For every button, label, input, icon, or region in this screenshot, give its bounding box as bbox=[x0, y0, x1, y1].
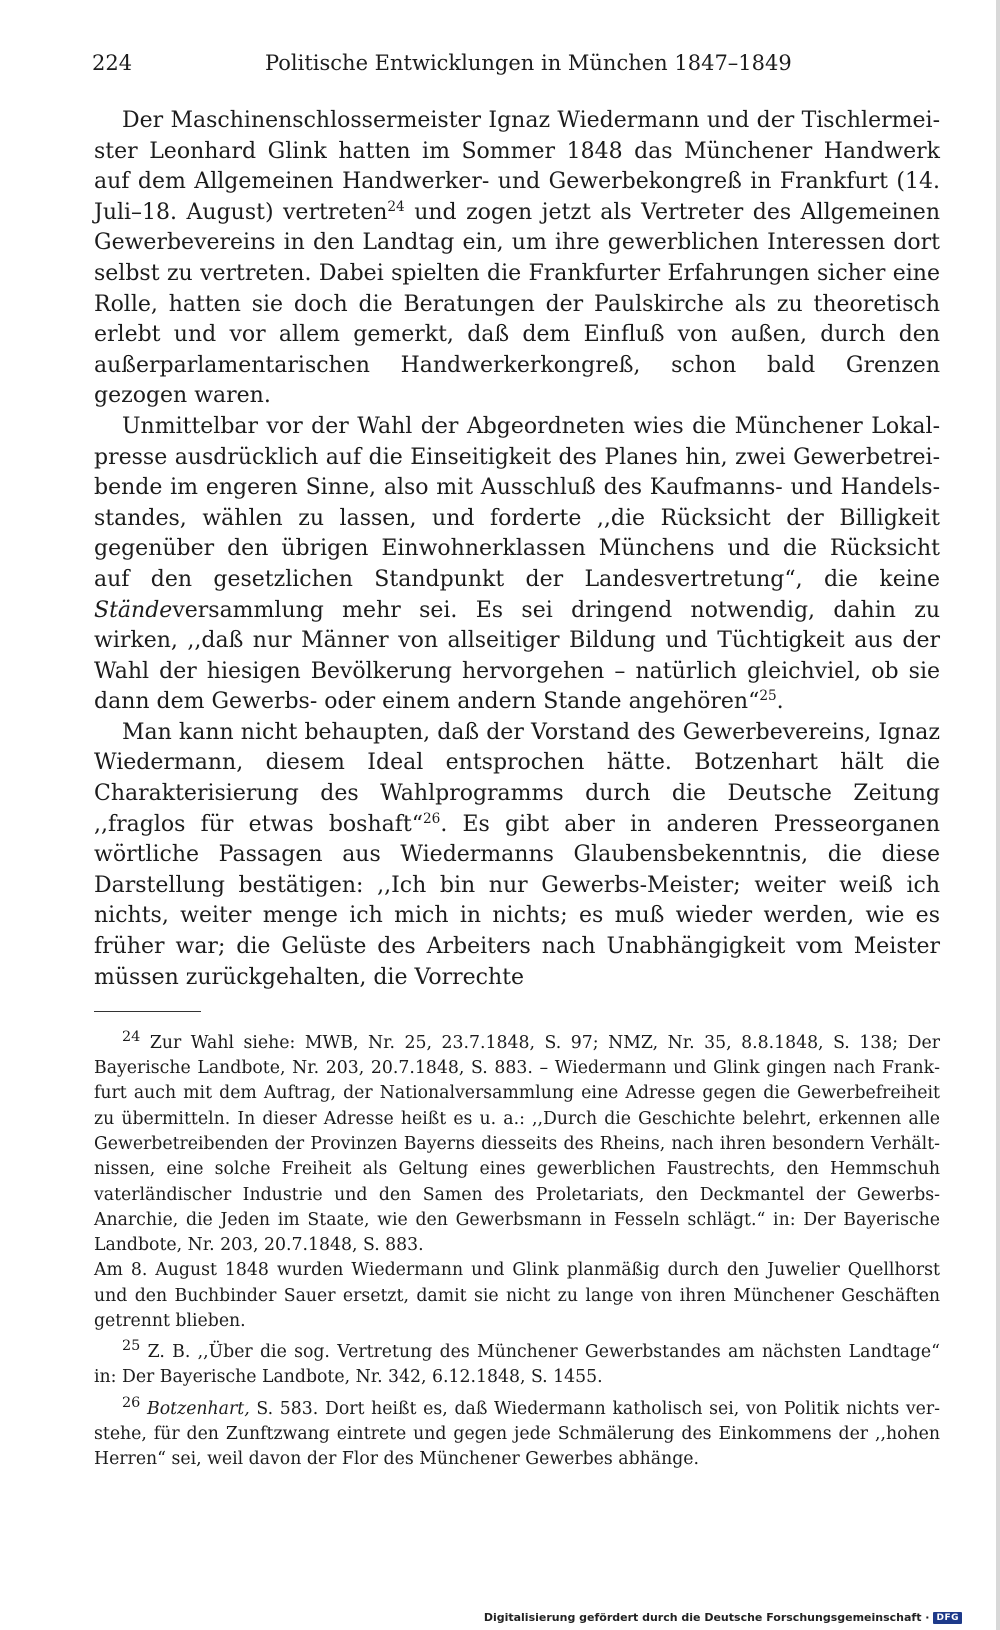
footnote-24-continuation: Am 8. August 1848 wurden Wiedermann und Glink planmäßig durch den Juwelier Quellhorst und den Buchbinder Sauer ersetzt, damit sie nicht zu lange von ihren Münchener Geschäften getrennt blieben. bbox=[94, 1260, 940, 1332]
paragraph-text: Unmittelbar vor der Wahl der Abgeordneten wies die Münchener Lokalpresse ausdrücklich auf die Einseitigkeit des Planes hin, zwei Gewerbetreibende im engeren Sinne, also mit Ausschluß des Kaufmanns- und Handelsstandes, wählen zu lassen, und forderte ,,die Rücksicht der Billigkeit gegenüber den übrigen Einwohnerklassen Münchens und die Rücksicht auf den gesetzlichen Standpunkt der Landesvertretung“, die keine bbox=[94, 413, 940, 592]
digitization-credit bbox=[484, 1611, 962, 1624]
main-text bbox=[94, 106, 940, 993]
footnote-24 bbox=[94, 1025, 940, 1258]
italic-term: Stände bbox=[94, 597, 173, 623]
footnote-text: Z. B. ,,Über die sog. Vertretung des Münchener Gewerbstandes am nächsten Landtage“ in: Der Bayerische Landbote, Nr. 342, 6.12.1848, S. 1455. bbox=[94, 1342, 940, 1388]
running-title: Politische Entwicklungen in München 1847–1849 bbox=[265, 51, 792, 75]
footnote-ref-25[interactable]: 25 bbox=[759, 688, 777, 705]
footnote-divider bbox=[94, 1011, 201, 1012]
page-number: 224 bbox=[92, 51, 133, 75]
paragraph-2 bbox=[94, 412, 940, 718]
paragraph-text: und zogen jetzt als Vertreter des Allgemeinen Gewerbevereins in den Landtag ein, um ihre gewerblichen Interessen dort selbst zu vertreten. Dabei spielten die Frankfurter Erfahrungen sicher eine Rolle, hatten sie doch die Beratungen der Paulskirche als zu theoretisch erlebt und vor allem gemerkt, daß dem Einfluß von außen, durch den außerparlamentarischen Handwerkerkongreß, schon bald Grenzen gezogen waren. bbox=[94, 199, 940, 409]
footnote-ref-26[interactable]: 26 bbox=[422, 810, 441, 827]
credit-text: Digitalisierung gefördert durch die Deutsche Forschungsgemeinschaft · bbox=[483, 1611, 930, 1624]
paragraph-3 bbox=[94, 718, 940, 993]
footnote-25 bbox=[94, 1334, 940, 1390]
italic-author: Botzenhart, bbox=[147, 1398, 250, 1419]
footnote-26 bbox=[94, 1391, 940, 1473]
footnote-text: Zur Wahl siehe: MWB, Nr. 25, 23.7.1848, S. 97; NMZ, Nr. 35, 8.8.1848, S. 138; Der Bayerische Landbote, Nr. 203, 20.7.1848, S. 883. – Wiedermann und Glink gingen nach Frankfurt auch mit dem Auftrag, der Nationalversammlung eine Adresse gegen die Gewerbefreiheit zu übermitteln. In dieser Adresse heißt es u. a.: ,,Durch die Geschichte belehrt, erkennen alle Gewerbetreibenden der Provinzen Bayerns diesseits des Rheins, nach ihren besondern Verhältnissen, eine solche Freiheit als Geltung eines gewerblichen Faustrechts, den Hemmschuh vaterländischer Industrie und den Samen des Proletariats, den Deckmantel der Gewerbs-Anarchie, die Jeden im Staate, wie den Gewerbsmann in Fesseln schlägt.“ in: Der Bayerische Landbote, Nr. 203, 20.7.1848, S. 883. bbox=[94, 1032, 940, 1256]
paragraph-text: . bbox=[776, 689, 784, 715]
dfg-logo-icon: DFG bbox=[933, 1612, 962, 1624]
footnotes bbox=[94, 1025, 940, 1472]
footnote-number: 25 bbox=[122, 1338, 141, 1355]
paragraph-text: versammlung mehr sei. Es sei dringend notwendig, dahin zu wirken, ,,daß nur Männer von allseitiger Bildung und Tüchtigkeit aus der Wahl der hiesigen Bevölkerung hervorgehen – natürlich gleichviel, ob sie dann dem Gewerbs- oder einem andern Stande angehören“ bbox=[94, 597, 940, 715]
footnote-number: 26 bbox=[122, 1394, 141, 1411]
footnote-ref-24[interactable]: 24 bbox=[387, 198, 405, 215]
footnote-number: 24 bbox=[122, 1029, 141, 1045]
paragraph-text: . Es gibt aber in anderen Presseorganen wörtliche Passagen aus Wiedermanns Glaubensbekenntnis, die diese Darstellung bestätigen: ,,Ich bin nur Gewerbs-Meister; weiter weiß ich nichts, weiter menge ich mich in nichts; es muß wieder werden, wie es früher war; die Gelüste des Arbeiters nach Unabhängigkeit vom Meister müssen zurückgehalten, die Vorrechte bbox=[94, 811, 940, 990]
footnote-text: S. 583. Dort heißt es, daß Wiedermann katholisch sei, von Politik nichts verstehe, für den Zunftzwang eintrete und gegen jede Schmälerung des Einkommens der ,,hohen Herren“ sei, weil davon der Flor des Münchener Gewerbes abhänge. bbox=[94, 1398, 941, 1470]
paragraph-text: Der Maschinenschlossermeister Ignaz Wiedermann und der Tischlermeister Leonhard Glink hatten im Sommer 1848 das Münchener Handwerk auf dem Allgemeinen Handwerker- und Gewerbekongreß in Frankfurt (14. Juli–18. August) vertreten bbox=[94, 108, 940, 225]
paragraph-1 bbox=[94, 106, 940, 412]
paragraph-text: Man kann nicht behaupten, daß der Vorstand des Gewerbevereins, Ignaz Wiedermann, diesem Ideal entsprochen hätte. Botzenhart hält die Charakterisierung des Wahlprogramms durch die Deutsche Zeitung ,,fraglos für etwas boshaft“ bbox=[94, 719, 940, 837]
